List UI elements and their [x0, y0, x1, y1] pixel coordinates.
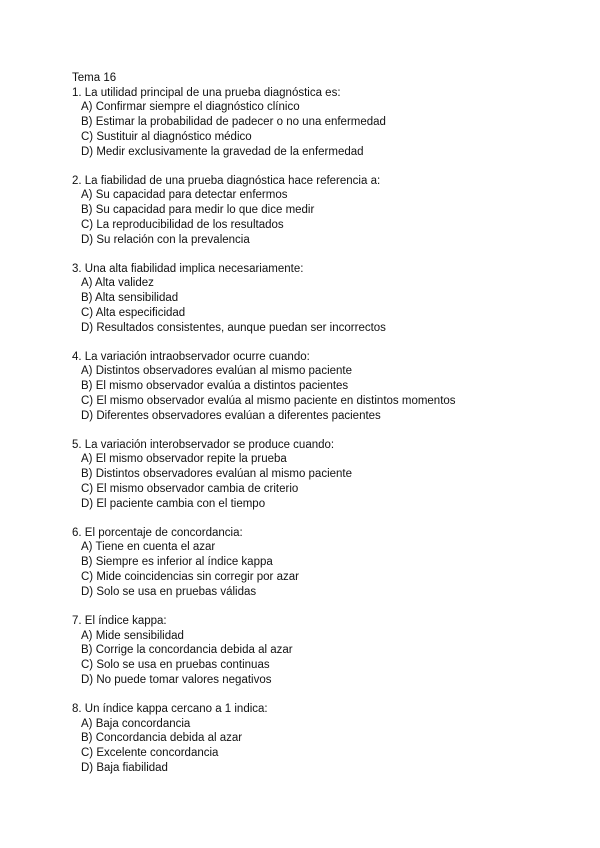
question-6: [72, 526, 572, 600]
question-3: [72, 262, 572, 336]
answer-option-b: B) Corrige la concordancia debida al azar: [81, 644, 293, 657]
question-5: [72, 438, 572, 512]
answer-options: [72, 188, 572, 247]
answer-option-d: D) Baja fiabilidad: [81, 761, 168, 774]
answer-option-c: C) La reproducibilidad de los resultados: [81, 218, 284, 231]
answer-option-c: C) Sustituir al diagnóstico médico: [81, 130, 252, 143]
answer-option-a: A) Tiene en cuenta el azar: [81, 541, 216, 554]
answer-option-c: C) Alta especificidad: [81, 306, 186, 319]
answer-options: [72, 540, 572, 599]
answer-options: [72, 452, 572, 511]
answer-option-c: C) Excelente concordancia: [81, 746, 219, 759]
question-1: [72, 86, 572, 160]
answer-option-c: C) Mide coincidencias sin corregir por azar: [81, 570, 299, 583]
answer-option-d: D) No puede tomar valores negativos: [81, 673, 272, 686]
answer-option-c: C) El mismo observador cambia de criterio: [81, 482, 299, 495]
answer-option-b: B) Su capacidad para medir lo que dice medir: [81, 204, 315, 217]
answer-option-b: B) Distintos observadores evalúan al mismo paciente: [81, 468, 353, 481]
answer-option-a: A) Alta validez: [81, 277, 154, 290]
answer-option-c: C) Solo se usa en pruebas continuas: [81, 658, 270, 671]
answer-option-b: B) Estimar la probabilidad de padecer o no una enfermedad: [81, 116, 386, 129]
question-stem: 6. El porcentaje de concordancia:: [72, 526, 243, 539]
question-7: [72, 614, 572, 688]
answer-option-d: D) El paciente cambia con el tiempo: [81, 497, 266, 510]
answer-options: [72, 276, 572, 335]
answer-option-b: B) Siempre es inferior al índice kappa: [81, 556, 273, 569]
answer-option-a: A) Baja concordancia: [81, 717, 191, 730]
question-4: [72, 350, 572, 424]
question-stem: 2. La fiabilidad de una prueba diagnóstica hace referencia a:: [72, 174, 381, 187]
answer-option-d: D) Resultados consistentes, aunque puedan ser incorrectos: [81, 321, 386, 334]
answer-option-a: A) Confirmar siempre el diagnóstico clínico: [81, 101, 300, 114]
page-title: Tema 16: [72, 72, 117, 84]
question-stem: 8. Un índice kappa cercano a 1 indica:: [72, 702, 268, 715]
answer-option-d: D) Medir exclusivamente la gravedad de la enfermedad: [81, 145, 364, 158]
answer-options: [72, 629, 572, 688]
question-list: [72, 86, 572, 776]
answer-option-d: D) Solo se usa en pruebas válidas: [81, 585, 257, 598]
question-8: [72, 702, 572, 776]
answer-option-a: A) Distintos observadores evalúan al mismo paciente: [81, 365, 353, 378]
answer-option-a: A) El mismo observador repite la prueba: [81, 453, 287, 466]
answer-options: [72, 364, 572, 423]
question-stem: 5. La variación interobservador se produce cuando:: [72, 438, 335, 451]
question-stem: 3. Una alta fiabilidad implica necesariamente:: [72, 262, 304, 275]
answer-option-d: D) Diferentes observadores evalúan a diferentes pacientes: [81, 409, 381, 422]
answer-options: [72, 100, 572, 159]
answer-option-b: B) Concordancia debida al azar: [81, 732, 243, 745]
document-page: [72, 71, 572, 790]
question-stem: 1. La utilidad principal de una prueba diagnóstica es:: [72, 86, 341, 99]
question-stem: 7. El índice kappa:: [72, 614, 167, 627]
answer-option-a: A) Mide sensibilidad: [81, 629, 184, 642]
answer-options: [72, 717, 572, 776]
answer-option-d: D) Su relación con la prevalencia: [81, 233, 250, 246]
answer-option-c: C) El mismo observador evalúa al mismo paciente en distintos momentos: [81, 394, 456, 407]
question-stem: 4. La variación intraobservador ocurre cuando:: [72, 350, 310, 363]
answer-option-b: B) El mismo observador evalúa a distintos pacientes: [81, 380, 349, 393]
question-2: [72, 174, 572, 248]
answer-option-a: A) Su capacidad para detectar enfermos: [81, 189, 288, 202]
answer-option-b: B) Alta sensibilidad: [81, 292, 179, 305]
